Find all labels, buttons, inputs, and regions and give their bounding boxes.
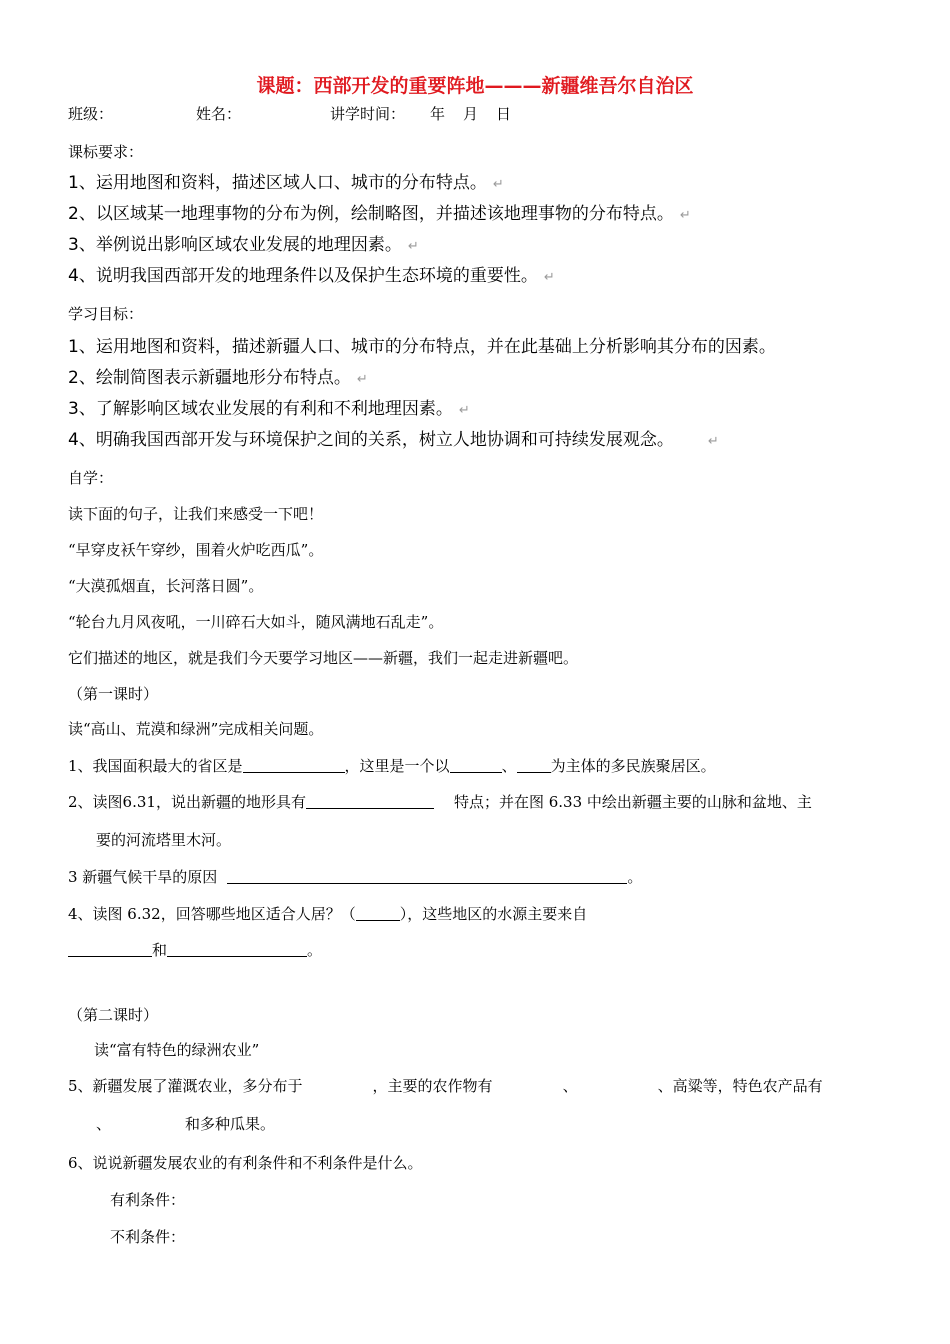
unfavorable-conditions-label: 不利条件：	[110, 1228, 186, 1246]
name-label: 姓名：	[196, 105, 242, 123]
curriculum-item-3: 3、举例说出影响区域农业发展的地理因素。 ↵	[68, 235, 419, 255]
question-4-continued: 和 。	[68, 940, 322, 960]
question-4: 4、读图 6.32，回答哪些地区适合人居？（ ），这些地区的水源主要来自	[68, 905, 588, 923]
objectives-heading: 学习目标：	[68, 305, 144, 323]
favorable-conditions-label: 有利条件：	[110, 1191, 186, 1209]
class-label: 班级：	[68, 105, 114, 123]
lesson1-read: 读“高山、荒漠和绿洲”完成相关问题。	[68, 720, 324, 738]
curriculum-item-4: 4、说明我国西部开发的地理条件以及保护生态环境的重要性。 ↵	[68, 266, 555, 286]
curriculum-heading: 课标要求：	[68, 143, 144, 161]
year-label: 年	[430, 105, 446, 123]
question-2: 2、读图6.31，说出新疆的地形具有 特点；并在图 6.33 中绘出新疆主要的山脉和盆地、主	[68, 793, 812, 811]
self-study-heading: 自学：	[68, 469, 114, 487]
question-2-continued: 要的河流塔里木河。	[96, 831, 232, 849]
question-6: 6、说说新疆发展农业的有利条件和不利条件是什么。	[68, 1154, 423, 1172]
self-study-intro: 读下面的句子，让我们来感受一下吧！	[68, 505, 324, 523]
month-label: 月	[463, 105, 479, 123]
q4-blank-water-1[interactable]	[68, 941, 152, 957]
curriculum-item-2: 2、以区域某一地理事物的分布为例，绘制略图，并描述该地理事物的分布特点。 ↵	[68, 204, 691, 224]
question-5-continued: 、 和多种瓜果。	[96, 1115, 276, 1133]
objective-item-1: 1、运用地图和资料，描述新疆人口、城市的分布特点，并在此基础上分析影响其分布的因素。	[68, 337, 776, 357]
lesson2-heading: （第二课时）	[68, 1006, 159, 1024]
q3-blank-reason[interactable]	[227, 868, 627, 884]
q4-blank-areas[interactable]	[356, 905, 400, 921]
quote-2: “大漠孤烟直，长河落日圆”。	[68, 577, 264, 595]
lesson2-read: 读“富有特色的绿洲农业”	[94, 1041, 260, 1059]
question-3: 3 新疆气候干旱的原因 。	[68, 868, 643, 886]
objective-item-2: 2、绘制简图表示新疆地形分布特点。 ↵	[68, 368, 368, 388]
q1-blank-ethnic-1[interactable]	[450, 757, 502, 773]
time-label: 讲学时间：	[330, 105, 406, 123]
q2-blank-terrain[interactable]	[306, 793, 434, 809]
lesson1-heading: （第一课时）	[68, 685, 159, 703]
objective-item-4: 4、明确我国西部开发与环境保护之间的关系，树立人地协调和可持续发展观念。 ↵	[68, 430, 719, 450]
day-label: 日	[496, 105, 512, 123]
page-title: 课题：西部开发的重要阵地———新疆维吾尔自治区	[256, 75, 694, 97]
objective-item-3: 3、了解影响区域农业发展的有利和不利地理因素。 ↵	[68, 399, 470, 419]
q1-blank-ethnic-2[interactable]	[517, 757, 551, 773]
question-1: 1、我国面积最大的省区是 ，这里是一个以 、 为主体的多民族聚居区。	[68, 757, 716, 775]
q1-blank-province[interactable]	[243, 757, 345, 773]
quote-3: “轮台九月风夜吼，一川碎石大如斗，随风满地石乱走”。	[68, 613, 444, 631]
self-study-outro: 它们描述的地区，就是我们今天要学习地区——新疆，我们一起走进新疆吧。	[68, 649, 579, 667]
quote-1: “早穿皮袄午穿纱，围着火炉吃西瓜”。	[68, 541, 324, 559]
curriculum-item-1: 1、运用地图和资料，描述区域人口、城市的分布特点。 ↵	[68, 173, 504, 193]
question-5: 5、新疆发展了灌溉农业，多分布于 ，主要的农作物有 、 、高粱等，特色农产品有	[68, 1077, 823, 1095]
q4-blank-water-2[interactable]	[167, 941, 307, 957]
